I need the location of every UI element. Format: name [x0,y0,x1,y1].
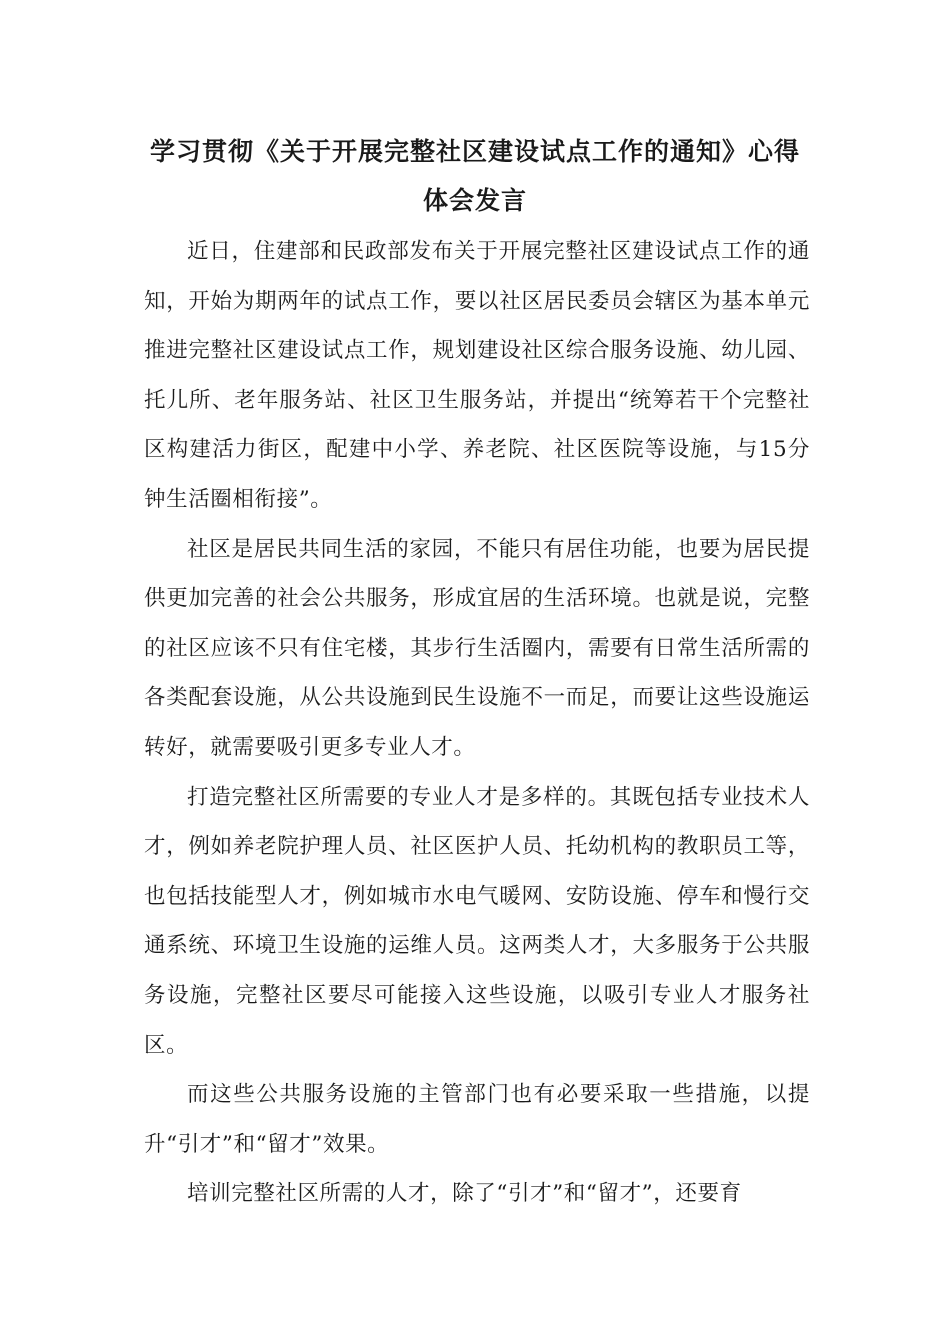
paragraph-3: 打造完整社区所需要的专业人才是多样的。其既包括专业技术人才，例如养老院护理人员、社区医护人员、托幼机构的教职员工等，也包括技能型人才，例如城市水电气暖网、安防设施、停车和慢行交通系统、环境卫生设施的运维人员。这两类人才，大多服务于公共服务设施，完整社区要尽可能接入这些设施，以吸引专业人才服务社区。 [144,784,810,1058]
paragraph-1: 近日，住建部和民政部发布关于开展完整社区建设试点工作的通知，开始为期两年的试点工作，要以社区居民委员会辖区为基本单元推进完整社区建设试点工作，规划建设社区综合服务设施、幼儿园、托儿所、老年服务站、社区卫生服务站，并提出“统筹若干个完整社区构建活力街区，配建中小学、养老院、社区医院等设施，与15分钟生活圈相衔接”。 [144,239,810,512]
document-title-line-2: 体会发言 [422,186,527,215]
document-body [144,227,810,1219]
paragraph-2: 社区是居民共同生活的家园，不能只有居住功能，也要为居民提供更加完善的社会公共服务，形成宜居的生活环境。也就是说，完整的社区应该不只有住宅楼，其步行生活圈内，需要有日常生活所需的各类配套设施，从公共设施到民生设施不一而足，而要让这些设施运转好，就需要吸引更多专业人才。 [144,536,810,760]
paragraph-4: 而这些公共服务设施的主管部门也有必要采取一些措施，以提升“引才”和“留才”效果。 [144,1082,810,1157]
document-title-line-1: 学习贯彻《关于开展完整社区建设试点工作的通知》心得 [149,137,800,166]
paragraph-5: 培训完整社区所需的人才，除了“引才”和“留才”，还要育 [187,1181,742,1207]
